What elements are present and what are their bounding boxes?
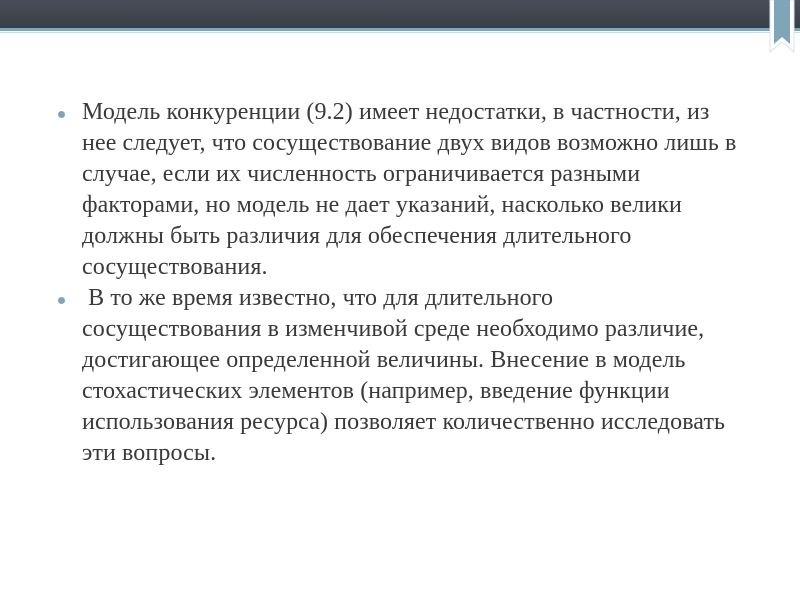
bullet-list	[58, 97, 738, 469]
bullet-item	[58, 283, 738, 469]
top-header-band	[0, 0, 800, 28]
bullet-dot-icon	[58, 111, 65, 118]
bullet-text: В то же время известно, что для длительного сосуществования в изменчивой среде необходимо различие, достигающее определенной величины. Внесение в модель стохастических элементов (например, введение функции использования ресурса) позволяет количественно исследовать эти вопросы.	[82, 285, 732, 466]
bullet-dot-icon	[58, 297, 65, 304]
accent-line	[0, 28, 800, 31]
bullet-text: Модель конкуренции (9.2) имеет недостатки, в частности, из нее следует, что сосуществование двух видов возможно лишь в случае, если их численность ограничивается разными факторами, но модель не дает указаний, насколько велики должны быть различия для обеспечения длительного сосуществования.	[82, 99, 737, 280]
bullet-item	[58, 97, 738, 283]
accent-line-thin	[0, 32, 800, 33]
slide-body	[58, 97, 738, 469]
bookmark-ribbon-icon	[764, 0, 800, 58]
